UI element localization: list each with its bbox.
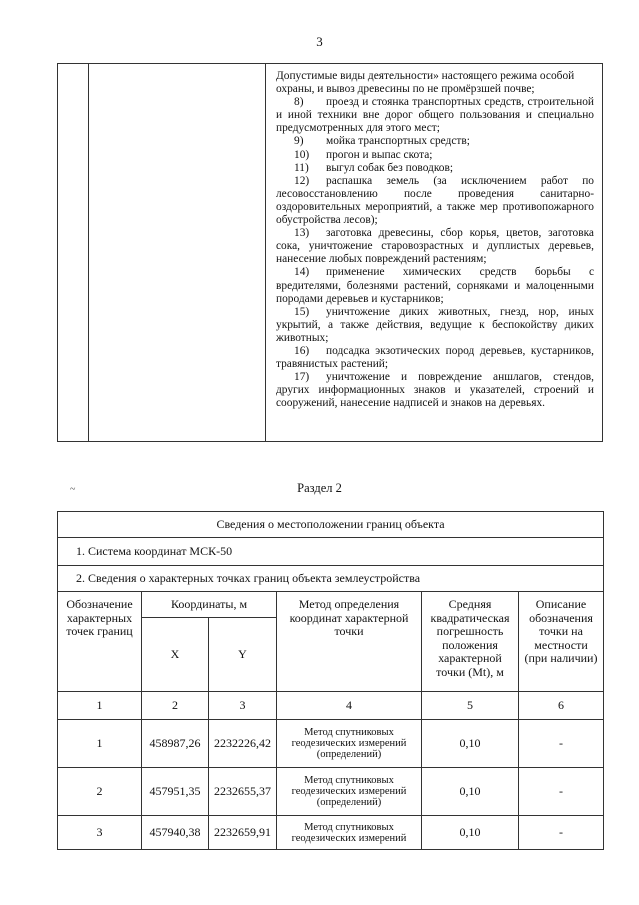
- point-description: -: [519, 816, 604, 850]
- restriction-number: 12): [294, 174, 310, 187]
- restriction-text: прогон и выпас скота;: [326, 148, 433, 161]
- restriction-number: 9): [294, 135, 304, 148]
- coordinate-system: 1. Система координат МСК-50: [58, 538, 604, 566]
- intro-line: охраны, и вывоз древесины по не промёрзшей почве;: [276, 83, 535, 96]
- point-id: 1: [58, 720, 142, 768]
- point-method: Метод спутниковых геодезических измерений (определений): [277, 768, 422, 816]
- point-y: 2232659,91: [209, 816, 277, 850]
- table-title: Сведения о местоположении границ объекта: [58, 512, 604, 538]
- restriction-text: выгул собак без поводков;: [326, 161, 454, 174]
- restriction-text: распашка земель (за исключением работ по лесовосстановлению после проведения санитарно-оздоровительных мероприятий, а также мер противопожарного обустройства лесов);: [276, 174, 594, 227]
- header-accuracy: Средняя квадратическая погрешность положения характерной точки (Mt), м: [422, 592, 519, 692]
- point-y: 2232226,42: [209, 720, 277, 768]
- restrictions-text: [276, 70, 594, 410]
- restriction-item: [276, 345, 594, 371]
- restriction-text: подсадка экзотических пород деревьев, кустарников, травянистых растений;: [276, 344, 594, 371]
- restriction-item: [276, 371, 594, 410]
- restriction-item: [276, 175, 594, 227]
- boundary-points-table: [57, 511, 604, 850]
- restriction-item: [276, 162, 594, 175]
- restriction-text: уничтожение и повреждение аншлагов, стендов, других информационных знаков и указателей, строений и сооружений, нанесение надписей и знаков на деревьях.: [276, 371, 594, 410]
- restriction-number: 16): [294, 344, 310, 357]
- header-description: Описание обозначения точки на местности (при наличии): [519, 592, 604, 692]
- point-x: 457951,35: [142, 768, 209, 816]
- point-x: 458987,26: [142, 720, 209, 768]
- point-accuracy: 0,10: [422, 720, 519, 768]
- point-x: 457940,38: [142, 816, 209, 850]
- restriction-text: применение химических средств борьбы с вредителями, болезнями растений, сорняками и малоценными породами деревьев и кустарников;: [276, 266, 594, 305]
- restriction-number: 8): [294, 96, 304, 109]
- points-heading: 2. Сведения о характерных точках границ объекта землеустройства: [58, 566, 604, 592]
- restriction-number: 11): [294, 161, 309, 174]
- point-accuracy: 0,10: [422, 768, 519, 816]
- column-number: 1: [58, 692, 142, 720]
- continuation-table: [57, 63, 603, 442]
- column-number: 4: [277, 692, 422, 720]
- restriction-text: мойка транспортных средств;: [326, 135, 470, 148]
- table-row: [58, 816, 604, 850]
- point-y: 2232655,37: [209, 768, 277, 816]
- column-number: 3: [209, 692, 277, 720]
- point-method: Метод спутниковых геодезических измерений (определений): [277, 720, 422, 768]
- header-designation: Обозначение характерных точек границ: [58, 592, 142, 692]
- column-divider: [265, 64, 266, 441]
- table-row: [58, 720, 604, 768]
- section-title: Раздел 2: [297, 481, 342, 495]
- point-description: -: [519, 720, 604, 768]
- restriction-item: [276, 306, 594, 345]
- restriction-text: заготовка древесины, сбор корья, цветов, заготовка сока, уничтожение старовозрастных и дуплистых деревьев, нанесение любых повреждений растениям;: [276, 227, 594, 266]
- header-y: Y: [209, 618, 277, 692]
- intro-line: Допустимые виды деятельности» настоящего режима особой: [276, 70, 575, 82]
- point-description: -: [519, 768, 604, 816]
- restriction-number: 15): [294, 305, 310, 318]
- restriction-item: [276, 96, 594, 135]
- point-method: Метод спутниковых геодезических измерений: [277, 816, 422, 850]
- decor-mark: ~: [70, 484, 76, 495]
- restriction-number: 17): [294, 371, 310, 384]
- column-number: 5: [422, 692, 519, 720]
- restriction-number: 14): [294, 266, 310, 279]
- restriction-number: 10): [294, 148, 310, 161]
- restriction-item: [276, 227, 594, 266]
- header-coordinates: Координаты, м: [142, 592, 277, 618]
- column-divider: [88, 64, 89, 441]
- column-number: 6: [519, 692, 604, 720]
- restriction-number: 13): [294, 227, 310, 240]
- column-number: 2: [142, 692, 209, 720]
- point-id: 3: [58, 816, 142, 850]
- restriction-text: проезд и стоянка транспортных средств, строительной и иной техники вне дорог общего пользования и специально предусмотренных для этого мест;: [276, 96, 594, 135]
- restriction-item: [276, 135, 594, 148]
- header-method: Метод определения координат характерной точки: [277, 592, 422, 692]
- point-id: 2: [58, 768, 142, 816]
- restriction-item: [276, 266, 594, 305]
- point-accuracy: 0,10: [422, 816, 519, 850]
- restriction-item: [276, 149, 594, 162]
- restriction-text: уничтожение диких животных, гнезд, нор, иных укрытий, а также действия, ведущие к беспокойству диких животных;: [276, 305, 594, 344]
- page-number: 3: [316, 34, 323, 49]
- header-x: X: [142, 618, 209, 692]
- table-row: [58, 768, 604, 816]
